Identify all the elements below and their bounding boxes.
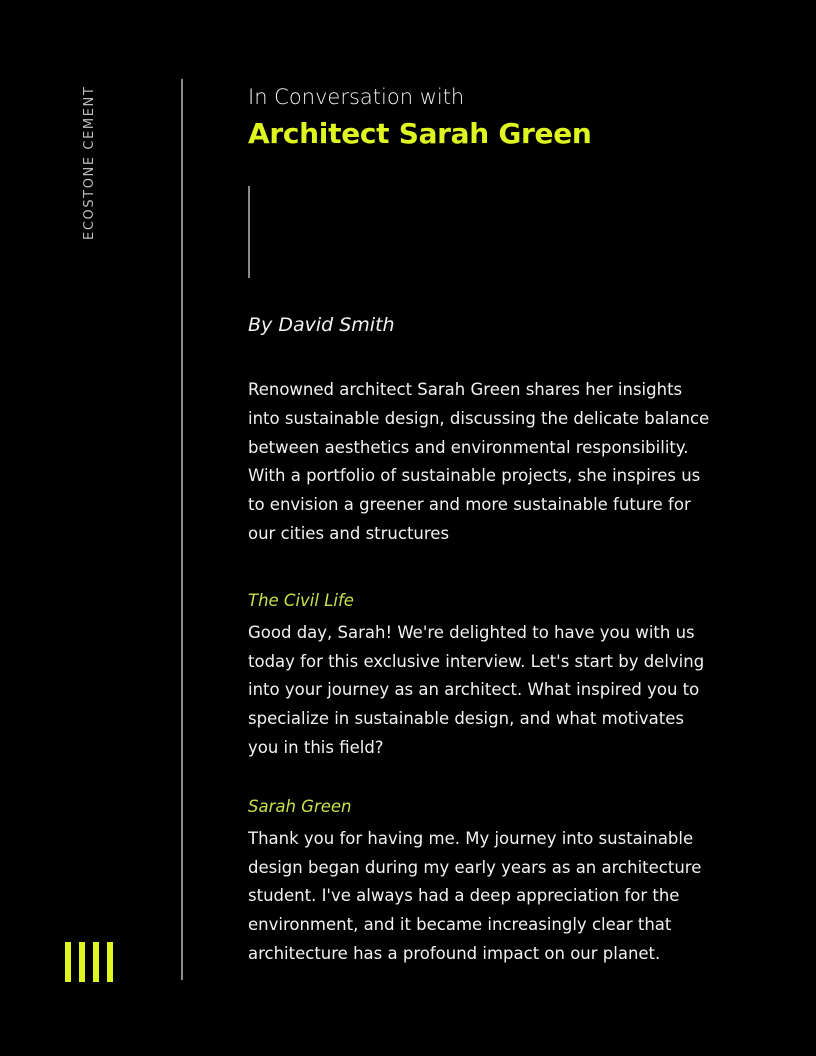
article	[248, 82, 718, 969]
byline: By David Smith	[248, 314, 395, 336]
bar	[79, 942, 85, 982]
kicker: In Conversation with	[248, 85, 465, 109]
brand-vertical-label: ECOSTONE CEMENT	[82, 85, 97, 240]
accent-divider	[248, 186, 250, 278]
bar	[65, 942, 71, 982]
bar	[107, 942, 113, 982]
speaker-label: The Civil Life	[248, 590, 354, 610]
intro-paragraph: Renowned architect Sarah Green shares her insights into sustainable design, discussing the delicate balance between aesthetics and environmental responsibility. With a portfolio of sustainable projects, she inspires us to envision a greener and more sustainable future for our cities and structures	[248, 380, 710, 543]
vertical-divider	[181, 79, 183, 980]
bar	[93, 942, 99, 982]
interview-paragraph: Thank you for having me. My journey into sustainable design began during my early years as an architecture student. I've always had a deep appreciation for the environment, and it became increasingly clear that architecture has a profound impact on our planet.	[248, 828, 702, 963]
decorative-bars	[65, 942, 113, 982]
interview-paragraph: Good day, Sarah! We're delighted to have you with us today for this exclusive interview. Let's start by delving into your journey as an architect. What inspired you to specialize in sustainable design, and what motivates you in this field?	[248, 622, 705, 757]
page-title: Architect Sarah Green	[248, 117, 592, 150]
speaker-label: Sarah Green	[248, 796, 352, 816]
